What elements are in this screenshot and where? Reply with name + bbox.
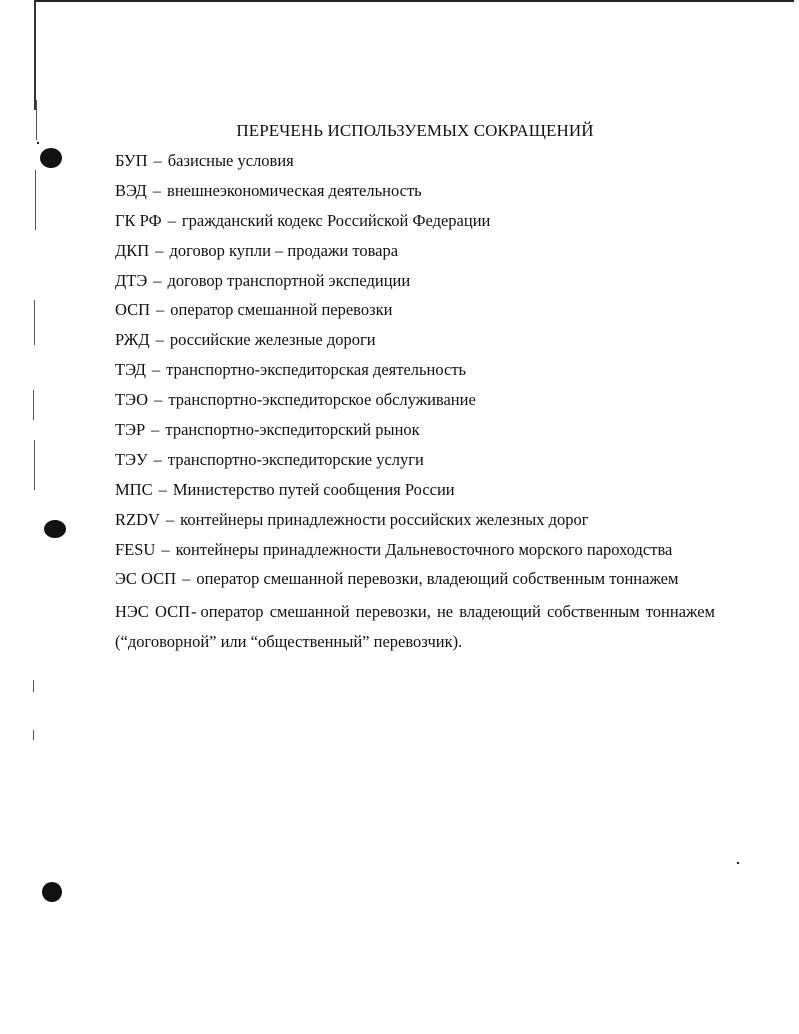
abbreviation-term: ТЭД [115, 360, 146, 380]
abbreviation-item [115, 388, 785, 418]
abbreviation-dash: – [156, 300, 165, 320]
abbreviation-item [115, 298, 785, 328]
scan-top-border [34, 0, 794, 2]
abbreviation-term: ДКП [115, 240, 150, 260]
abbreviation-dash: - [191, 602, 197, 622]
abbreviation-definition: транспортно-экспедиторская деятельность [166, 360, 467, 380]
abbreviation-dash: – [153, 151, 162, 170]
abbreviation-term: РЖД [115, 330, 150, 350]
abbreviation-dash: – [182, 569, 191, 589]
abbreviation-item [115, 149, 785, 179]
abbreviation-list [115, 149, 785, 657]
scan-speck [737, 862, 739, 864]
abbreviation-term: ДТЭ [115, 270, 148, 290]
abbreviation-item [115, 179, 785, 209]
abbreviation-item [115, 567, 785, 597]
abbreviation-definition: российские железные дороги [169, 330, 376, 350]
abbreviation-dash: – [158, 479, 167, 499]
abbreviation-dash: – [151, 420, 160, 440]
abbreviation-term: БУП [115, 151, 148, 170]
abbreviation-item [115, 448, 785, 478]
abbreviation-definition: оператор смешанной перевозки [170, 300, 393, 320]
abbreviation-term: ОСП [115, 300, 151, 320]
scan-edge-mark [33, 680, 34, 692]
punch-hole-icon [44, 520, 66, 538]
abbreviation-item [115, 358, 785, 388]
abbreviation-item [115, 209, 785, 239]
abbreviation-item [115, 328, 785, 358]
abbreviation-dash: – [154, 390, 163, 410]
abbreviation-item [115, 239, 785, 269]
abbreviation-item [115, 508, 785, 538]
abbreviation-definition: транспортно-экспедиторское обслуживание [168, 390, 476, 410]
abbreviation-term: ТЭО [115, 390, 149, 410]
abbreviation-definition: транспортно-экспедиторские услуги [167, 449, 424, 469]
abbreviation-item [115, 597, 715, 657]
abbreviation-dash: – [161, 539, 170, 559]
abbreviation-term: МПС [115, 479, 153, 499]
abbreviation-dash: – [167, 210, 176, 230]
abbreviation-item [115, 478, 785, 508]
abbreviation-definition: базисные условия [167, 151, 294, 170]
abbreviation-dash: – [152, 180, 162, 200]
abbreviation-dash: – [155, 240, 164, 260]
abbreviation-definition: оператор смешанной перевозки, не владеющий собственным тоннажем (“договорной” или “общественный” перевозчик). [115, 602, 715, 652]
abbreviation-term: ТЭР [115, 420, 146, 440]
abbreviation-definition: контейнеры принадлежности российских железных дорог [180, 509, 589, 529]
scan-edge-mark [34, 300, 35, 345]
abbreviation-item [115, 269, 785, 299]
abbreviation-term: ЭС ОСП [115, 569, 177, 589]
abbreviation-term: ВЭД [115, 180, 147, 200]
abbreviation-dash: – [153, 449, 162, 469]
abbreviation-item [115, 538, 785, 568]
abbreviation-definition: гражданский кодекс Российской Федерации [181, 210, 491, 230]
abbreviation-dash: – [155, 330, 164, 350]
punch-hole-icon [40, 148, 62, 168]
scan-left-border [34, 0, 36, 110]
abbreviation-dash: – [165, 509, 175, 529]
abbreviation-definition: внешнеэкономическая деятельность [167, 180, 422, 200]
abbreviation-definition: транспортно-экспедиторский рынок [165, 420, 420, 440]
abbreviation-term: НЭС ОСП [115, 602, 190, 622]
abbreviation-item [115, 418, 785, 448]
scan-speck [37, 142, 39, 144]
abbreviation-term: RZDV [115, 509, 160, 529]
abbreviation-term: ТЭУ [115, 449, 148, 469]
abbreviation-definition: контейнеры принадлежности Дальневосточного морского пароходства [175, 539, 673, 559]
scan-edge-mark [33, 730, 34, 740]
abbreviation-term: ГК РФ [115, 210, 162, 230]
scan-edge-mark [34, 440, 35, 490]
scan-edge-mark [35, 170, 36, 230]
punch-hole-icon [42, 882, 62, 902]
abbreviation-definition: оператор смешанной перевозки, владеющий собственным тоннажем [196, 569, 679, 589]
scan-edge-mark [33, 390, 34, 420]
abbreviation-term: FESU [115, 539, 156, 559]
page-title: ПЕРЕЧЕНЬ ИСПОЛЬЗУЕМЫХ СОКРАЩЕНИЙ [236, 121, 594, 140]
abbreviation-definition: договор купли – продажи товара [169, 240, 399, 260]
abbreviation-dash: – [151, 360, 161, 380]
abbreviation-definition: Министерство путей сообщения России [172, 479, 455, 499]
abbreviation-dash: – [153, 270, 162, 290]
abbreviation-definition: договор транспортной экспедиции [167, 270, 411, 290]
